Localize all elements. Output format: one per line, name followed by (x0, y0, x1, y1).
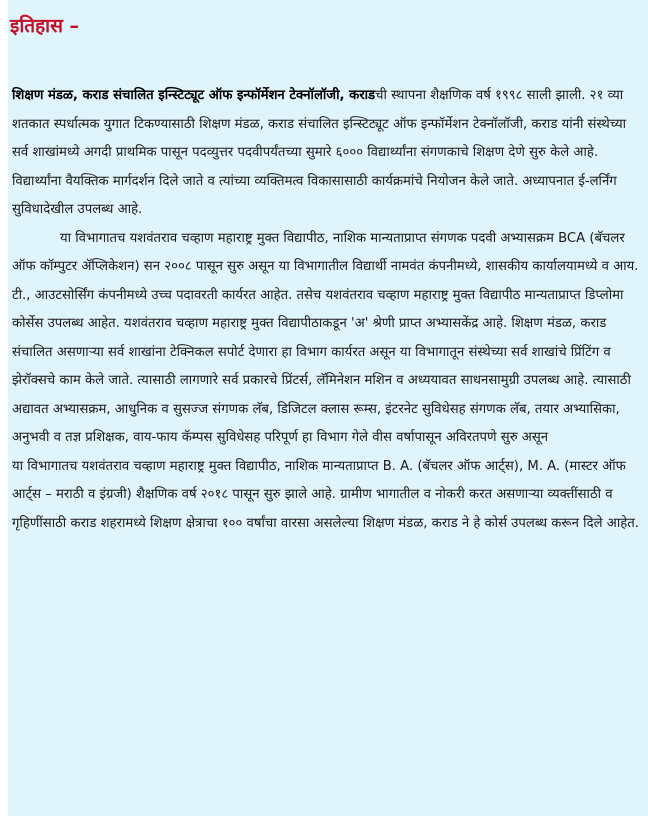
intro-text: ची स्थापना शैक्षणिक वर्ष १९९८ साली झाली. २१ व्या शतकात स्पर्धात्मक युगात टिकण्यासाठी शिक्षण मंडळ, कराड संचालित इन्स्टिट्यूट ऑफ इन्फॉर्मेशन टेक्नॉलॉजी, कराड यांनी संस्थेच्या सर्व शाखांमध्ये अगदी प्राथमिक पासून पदव्युत्तर पदवीपर्यंतच्या सुमारे ६००० विद्यार्थ्यांना संगणकाचे शिक्षण देणे सुरु केले आहे. विद्यार्थ्यांना वैयक्तिक मार्गदर्शन दिले जाते व त्यांच्या व्यक्तिमत्व विकासासाठी कार्यक्रमांचे नियोजन केले जाते. अध्यापनात ई-लर्निंग सुविधादेखील उपलब्ध आहे. (12, 88, 627, 217)
history-text (12, 82, 642, 538)
bca-paragraph (12, 225, 642, 453)
intro-paragraph (12, 82, 642, 225)
bca-text: या विभागातच यशवंतराव चव्हाण महाराष्ट्र मुक्त विद्यापीठ, नाशिक मान्यताप्राप्त संगणक पदवी अभ्यासक्रम BCA (बॅचलर ऑफ कॉम्पुटर ॲप्लिकेशन) सन २००८ पासून सुरु असून या विभागातील विद्यार्थी नामवंत कंपनीमध्ये, शासकीय कार्यालयामध्ये व आय. टी., आउटसोर्सिंग कंपनीमध्ये उच्च पदावरती कार्यरत आहेत. तसेच यशवंतराव चव्हाण महाराष्ट्र मुक्त विद्यापीठ मान्यताप्राप्त डिप्लोमा कोर्सेस उपलब्ध आहेत. यशवंतराव चव्हाण महाराष्ट्र मुक्त विद्यापीठाकडून 'अ' श्रेणी प्राप्त अभ्यासकेंद्र आहे. शिक्षण मंडळ, कराड संचालित असणाऱ्या सर्व शाखांना टेक्निकल सपोर्ट देणारा हा विभाग कार्यरत असून या विभागातून संस्थेच्या सर्व शाखांचे प्रिंटिंग व झेरॉक्सचे काम केले जाते. त्यासाठी लागणारे सर्व प्रकारचे प्रिंटर्स, लॅमिनेशन मशिन व अध्ययावत साधनसामुग्री उपलब्ध आहे. त्यासाठी अद्यावत अभ्यासक्रम, आधुनिक व सुसज्ज संगणक लॅब, डिजिटल क्लास रूम्स, इंटरनेट सुविधेसह संगणक लॅब, तयार अभ्यासिका, अनुभवी व तज्ञ प्रशिक्षक, वाय-फाय कॅम्पस सुविधेसह परिपूर्ण हा विभाग गेले वीस वर्षापासून अविरतपणे सुरु असून (12, 230, 639, 445)
institute-name: शिक्षण मंडळ, कराड संचालित इन्स्टिट्यूट ऑफ इन्फॉर्मेशन टेक्नॉलॉजी, कराड (12, 88, 376, 103)
content-panel (8, 0, 648, 816)
page-title: इतिहास – (10, 15, 80, 37)
ba-ma-paragraph: या विभागातच यशवंतराव चव्हाण महाराष्ट्र मुक्त विद्यापीठ, नाशिक मान्यताप्राप्त B. A. (बॅचलर ऑफ आर्ट्स), M. A. (मास्टर ऑफ आर्ट्स – मराठी व इंग्रजी) शैक्षणिक वर्ष २०१८ पासून सुरु झाले आहे. ग्रामीण भागातील व नोकरी करत असणाऱ्या व्यक्तींसाठी व गृहिणींसाठी कराड शहरामध्ये शिक्षण क्षेत्राचा १०० वर्षांचा वारसा असलेल्या शिक्षण मंडळ, कराड ने हे कोर्स उपलब्ध करून दिले आहेत. (12, 458, 639, 531)
